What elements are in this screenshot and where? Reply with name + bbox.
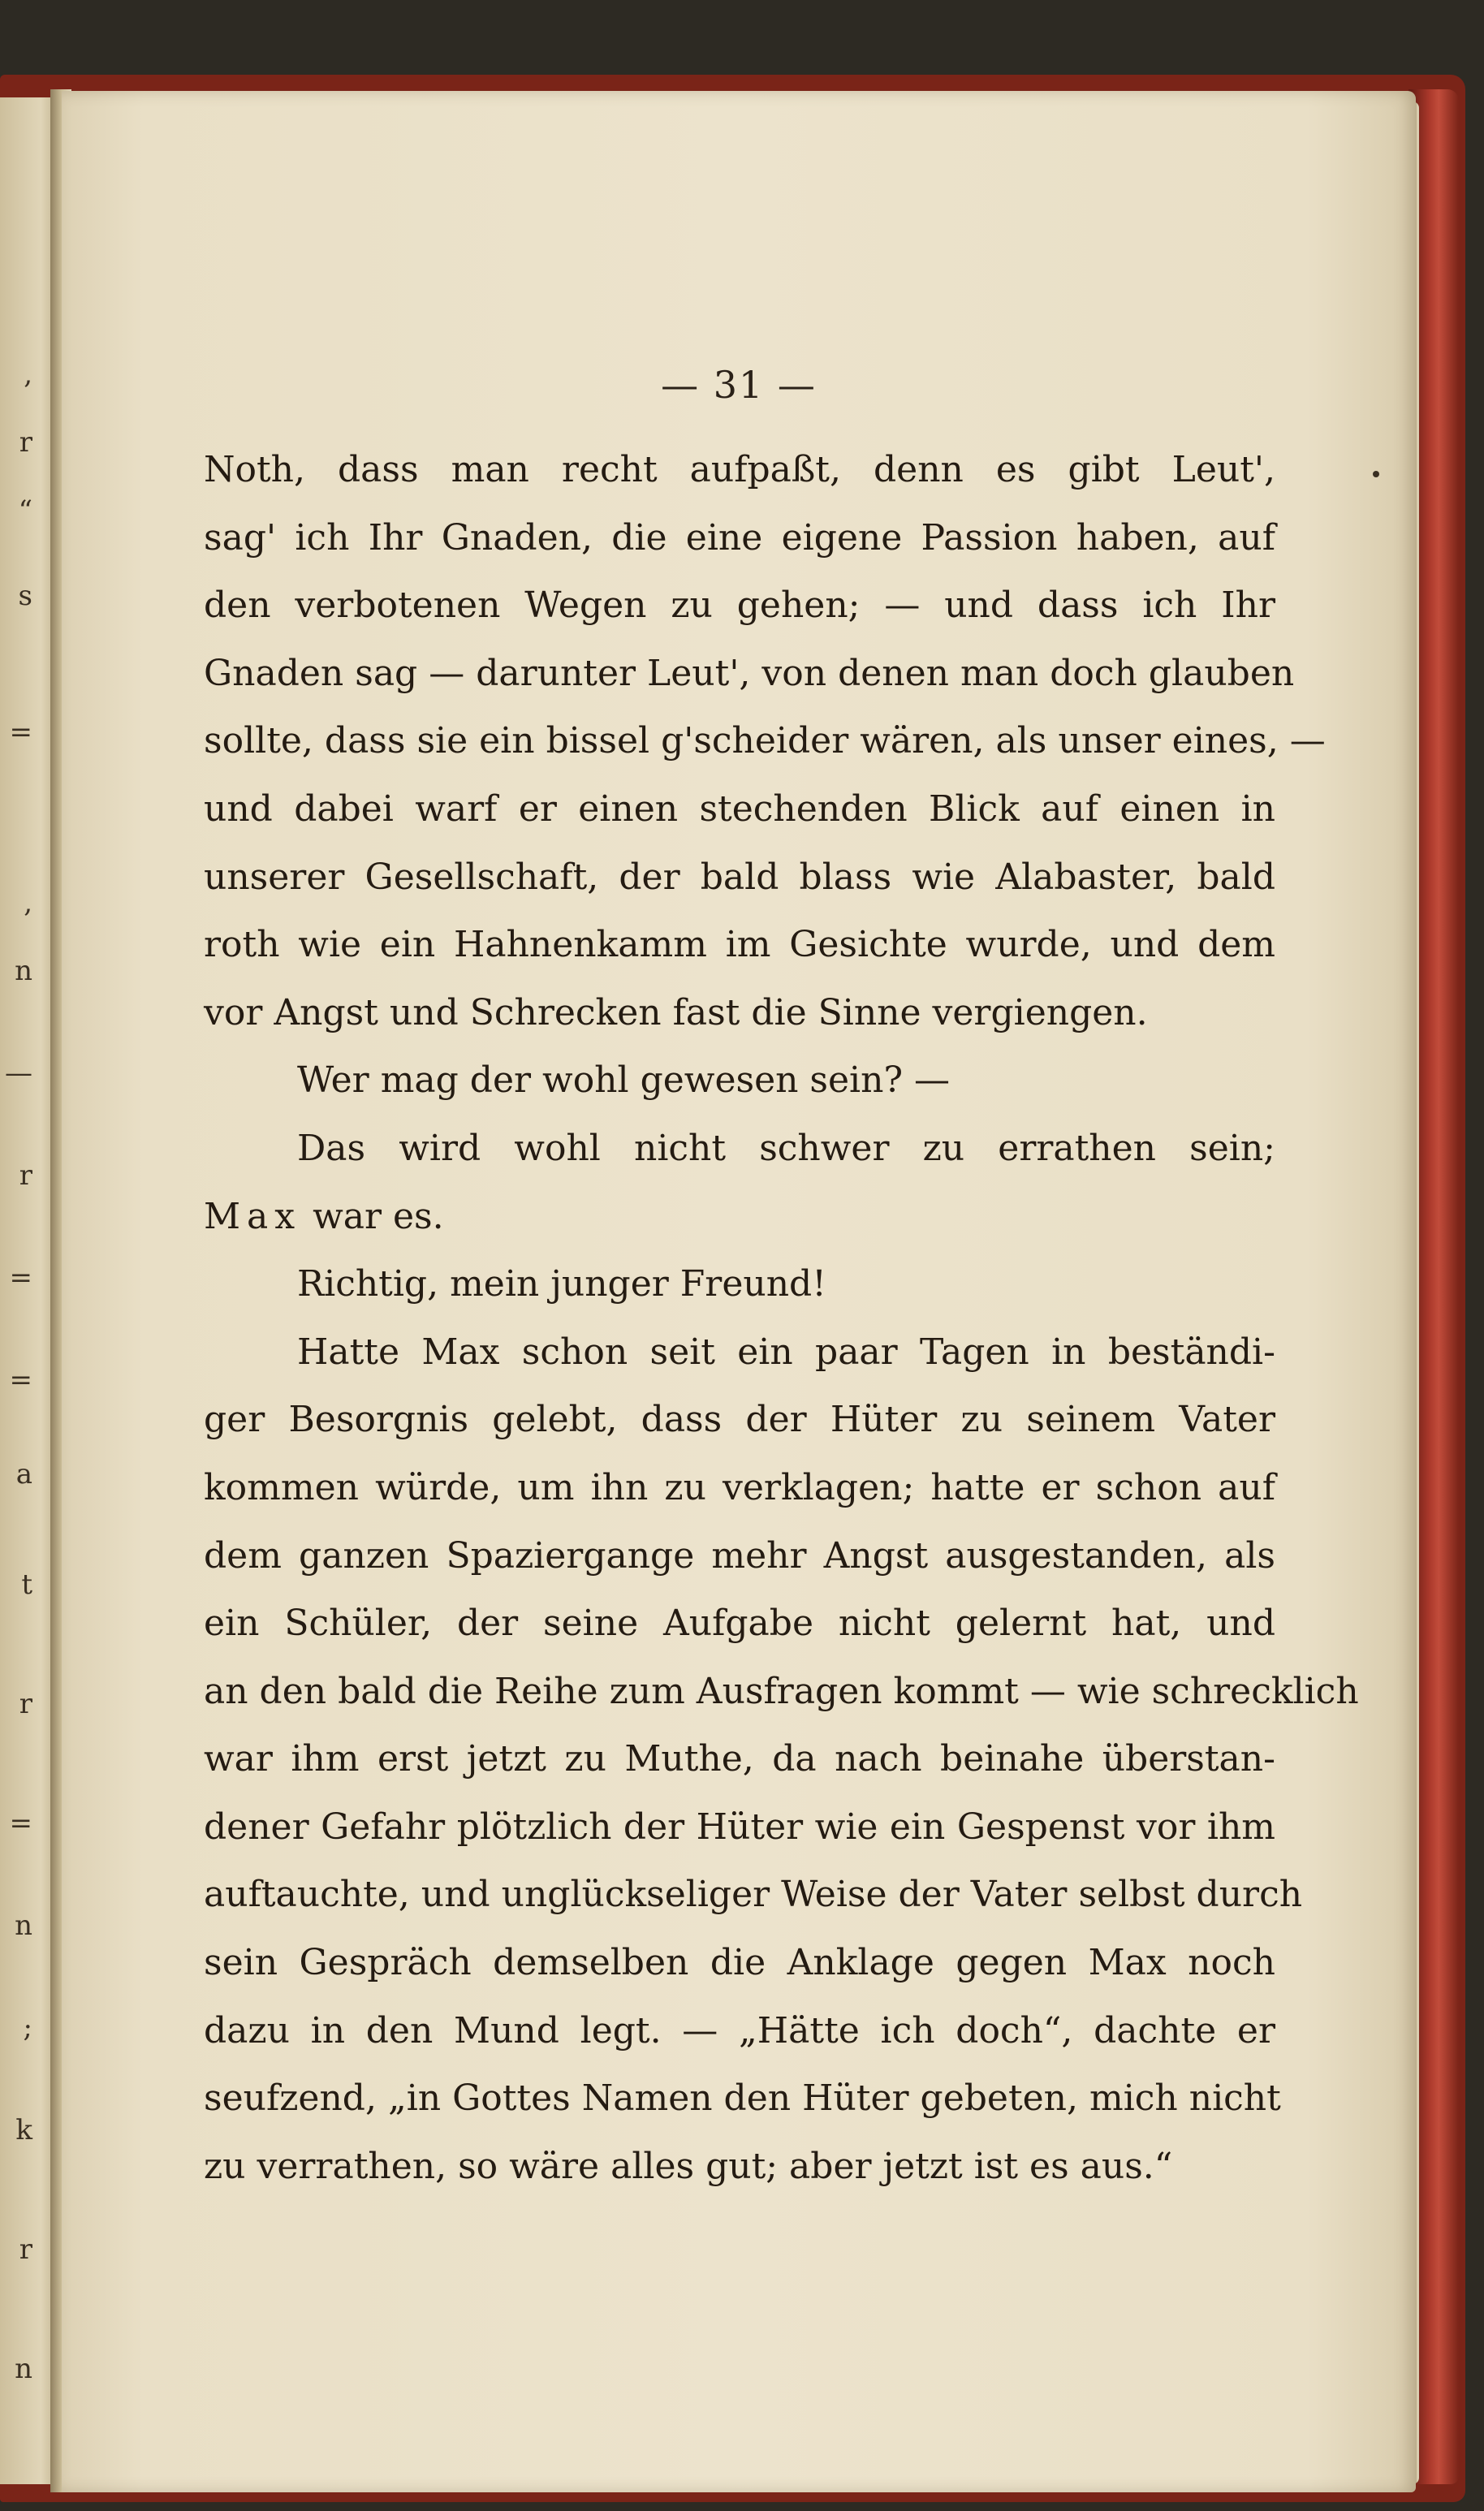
text-line: seufzend, „in Gottes Namen den Hüter gebeten, mich nicht	[204, 2077, 1281, 2120]
previous-page-fragment: s	[18, 580, 32, 612]
text-line: Richtig, mein junger Freund!	[297, 1263, 826, 1305]
previous-page-fragment: ,	[24, 358, 32, 390]
previous-page-fragment: —	[5, 1057, 32, 1089]
previous-page-fragment: =	[9, 1807, 32, 1840]
text-line: ger Besorgnis gelebt, dass der Hüter zu seinem Vater	[204, 1399, 1275, 1441]
previous-page-fragment: n	[15, 955, 32, 987]
previous-page-fragment: =	[9, 1364, 32, 1396]
text-line: auftauchte, und unglückseliger Weise der Vater selbst durch	[204, 1874, 1303, 1916]
text-line: ein Schüler, der seine Aufgabe nicht gelernt hat, und	[204, 1603, 1275, 1645]
text-line: den verbotenen Wegen zu gehen; — und dass ich Ihr	[204, 585, 1275, 627]
previous-page-fragment: ;	[23, 2012, 32, 2044]
text-line: Gnaden sag — darunter Leut', von denen man doch glauben	[204, 652, 1295, 694]
text-line: war ihm erst jetzt zu Muthe, da nach beinahe überstan-	[204, 1738, 1275, 1780]
text-line: Das wird wohl nicht schwer zu errathen sein;	[297, 1127, 1275, 1169]
text-line: an den bald die Reihe zum Ausfragen kommt — wie schrecklich	[204, 1670, 1359, 1712]
text-line: sag' ich Ihr Gnaden, die eine eigene Passion haben, auf	[204, 516, 1275, 559]
previous-page-fragment: t	[21, 1568, 32, 1601]
book-page	[62, 91, 1416, 2492]
previous-page-fragment: k	[15, 2114, 32, 2146]
previous-page-fragment: =	[9, 1262, 32, 1294]
text-line: Wer mag der wohl gewesen sein? —	[297, 1059, 951, 1102]
page-text	[204, 436, 1359, 2200]
previous-page-fragment: r	[19, 1159, 32, 1192]
previous-page-fragment: r	[19, 1688, 32, 1720]
previous-page-fragment: n	[15, 2353, 32, 2385]
text-line: zu verrathen, so wäre alles gut; aber jetzt ist es aus.“	[204, 2145, 1173, 2187]
text-line: Hatte Max schon seit ein paar Tagen in beständi-	[297, 1331, 1275, 1373]
text-line: roth wie ein Hahnenkamm im Gesichte wurde, und dem	[204, 924, 1275, 966]
previous-page-fragment: a	[15, 1457, 32, 1491]
text-line: vor Angst und Schrecken fast die Sinne vergiengen.	[204, 991, 1148, 1033]
text-line: unserer Gesellschaft, der bald blass wie Alabaster, bald	[204, 856, 1275, 898]
text-line: sein Gespräch demselben die Anklage gegen Max noch	[204, 1942, 1275, 1984]
text-line: dazu in den Mund legt. — „Hätte ich doch“, dachte er	[204, 2009, 1275, 2052]
previous-page-fragment: “	[18, 494, 32, 527]
text-line: sollte, dass sie ein bissel g'scheider wären, als unser eines, —	[204, 720, 1326, 762]
text-line: dener Gefahr plötzlich der Hüter wie ein Gespenst vor ihm	[204, 1806, 1275, 1848]
margin-speck	[1373, 471, 1379, 477]
text-line: kommen würde, um ihn zu verklagen; hatte er schon auf	[204, 1466, 1275, 1508]
previous-page-fragment: =	[9, 716, 32, 749]
page-number: — 31 —	[661, 363, 817, 407]
text-line: dem ganzen Spaziergange mehr Angst ausgestanden, als	[204, 1534, 1275, 1577]
text-line: Noth, dass man recht aufpaßt, denn es gibt Leut',	[204, 449, 1275, 490]
previous-page-fragment: r	[19, 426, 32, 459]
previous-page-fragment: r	[19, 2233, 32, 2266]
previous-page-fragment: n	[15, 1909, 32, 1942]
text-line: Max war es.	[204, 1195, 444, 1237]
previous-page-fragment: ,	[24, 887, 32, 919]
text-line: und dabei warf er einen stechenden Blick auf einen in	[204, 787, 1275, 830]
